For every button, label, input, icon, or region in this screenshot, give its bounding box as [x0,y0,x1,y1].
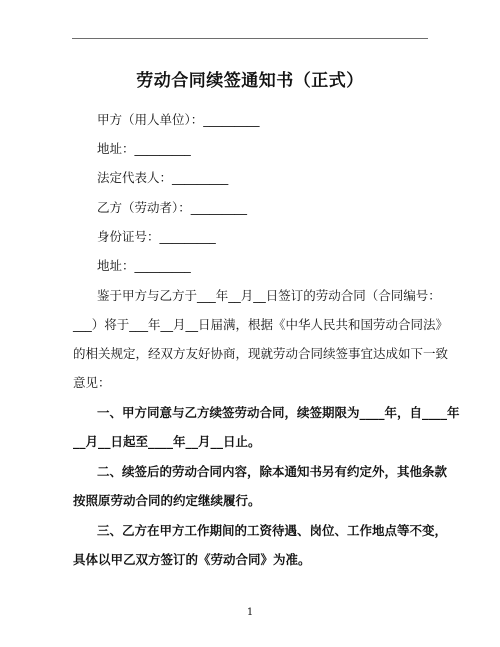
clause-1-line-1: 一、甲方同意与乙方续签劳动合同，续签期限为____年，自____年 [97,405,460,420]
clause-1-line-2: __月__日起至____年__月__日止。 [73,434,261,449]
document-title: 劳动合同续签通知书（正式） [136,71,364,91]
preamble-line-2: ___）将于___年__月__日届满，根据《中华人民共和国劳动合同法》 [73,317,449,332]
id-number-field: 身份证号：_________ [97,229,216,244]
employer-address-field: 地址：_________ [97,141,191,156]
legal-representative-field: 法定代表人：_________ [97,170,229,185]
clause-3-line-2: 具体以甲乙双方签订的《劳动合同》为准。 [73,552,311,567]
page-number: 1 [246,607,254,618]
preamble-line-4: 意见： [73,375,111,390]
header-rule [72,38,428,39]
clause-2-line-2: 按照原劳动合同的约定继续履行。 [73,493,261,508]
employee-field: 乙方（劳动者）：_________ [97,200,248,215]
preamble-line-1: 鉴于甲方与乙方于___年__月__日签订的劳动合同（合同编号： [97,288,441,303]
employer-field: 甲方（用人单位）：_________ [97,112,260,127]
clause-3-line-1: 三、乙方在甲方工作期间的工资待遇、岗位、工作地点等不变， [97,523,448,538]
clause-2-line-1: 二、续签后的劳动合同内容，除本通知书另有约定外，其他条款 [97,464,448,479]
employee-address-field: 地址：_________ [97,258,191,273]
preamble-line-3: 的相关规定，经双方友好协商，现就劳动合同续签事宜达成如下一致 [73,346,449,361]
